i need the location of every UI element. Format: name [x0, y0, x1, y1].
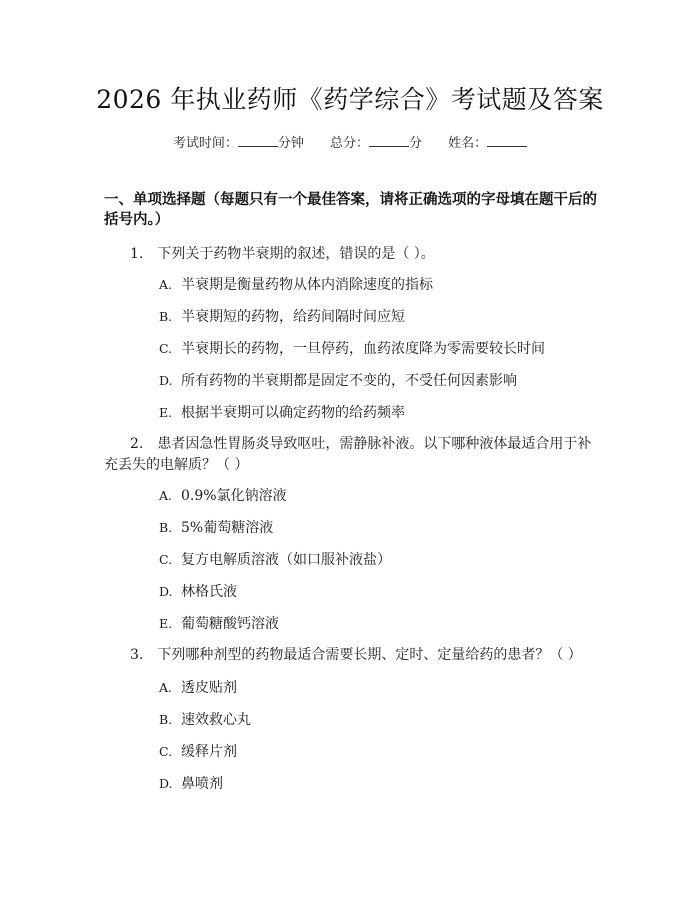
- option-text: 5%葡萄糖溶液: [181, 520, 274, 536]
- option-letter: D.: [159, 776, 173, 791]
- option-3-d: [159, 774, 223, 794]
- option-text: 0.9%氯化钠溶液: [181, 488, 287, 504]
- question-3: [104, 645, 604, 666]
- option-1-a: [159, 275, 433, 295]
- question-text: 下列关于药物半衰期的叙述，错误的是（ ）。: [157, 246, 435, 262]
- option-2-b: [159, 518, 273, 538]
- question-number: 3.: [130, 647, 144, 663]
- option-2-e: [159, 614, 279, 634]
- option-letter: C.: [159, 341, 173, 356]
- option-3-c: [159, 742, 237, 762]
- option-1-c: [159, 339, 545, 359]
- option-text: 半衰期短的药物，给药间隔时间应短: [181, 309, 405, 325]
- option-1-d: [159, 371, 517, 391]
- option-letter: E.: [159, 405, 173, 420]
- exam-time-unit: 分钟: [277, 136, 304, 151]
- option-letter: A.: [159, 277, 173, 292]
- question-number: 2.: [130, 436, 144, 452]
- option-letter: C.: [159, 744, 173, 759]
- option-letter: A.: [159, 680, 173, 695]
- option-text: 林格氏液: [181, 584, 237, 600]
- name-field: [448, 136, 527, 151]
- option-3-b: [159, 710, 251, 730]
- exam-info-line: [0, 132, 700, 151]
- option-2-a: [159, 486, 287, 506]
- question-2: [104, 434, 604, 476]
- option-text: 速效救心丸: [181, 712, 251, 728]
- option-text: 半衰期长的药物，一旦停药，血药浓度降为零需要较长时间: [181, 341, 545, 357]
- question-1: [104, 244, 604, 265]
- option-letter: B.: [159, 309, 173, 324]
- name-blank: [487, 134, 527, 147]
- total-score-field: [330, 136, 426, 151]
- option-1-b: [159, 307, 405, 327]
- question-number: 1.: [130, 246, 144, 262]
- exam-time-field: [173, 136, 308, 151]
- question-text: 患者因急性胃肠炎导致呕吐，需静脉补液。以下哪种液体最适合用于补充丢失的电解质？（ ）: [104, 436, 592, 473]
- option-2-d: [159, 582, 237, 602]
- option-letter: D.: [159, 373, 173, 388]
- option-text: 鼻喷剂: [181, 776, 223, 792]
- exam-time-blank: [238, 134, 278, 147]
- page-title: 2026 年执业药师《药学综合》考试题及答案: [96, 85, 604, 114]
- option-text: 葡萄糖酸钙溶液: [181, 616, 279, 632]
- exam-time-label: 考试时间：: [172, 136, 238, 151]
- option-3-a: [159, 678, 237, 698]
- option-letter: B.: [159, 520, 173, 535]
- option-letter: D.: [159, 584, 173, 599]
- option-text: 所有药物的半衰期都是固定不变的，不受任何因素影响: [181, 373, 517, 389]
- option-letter: C.: [159, 552, 173, 567]
- option-letter: A.: [159, 488, 173, 503]
- option-text: 缓释片剂: [181, 744, 237, 760]
- option-letter: E.: [159, 616, 173, 631]
- section-heading: 一、单项选择题（每题只有一个最佳答案，请将正确选项的字母填在题干后的括号内。）: [104, 192, 597, 228]
- option-text: 半衰期是衡量药物从体内消除速度的指标: [181, 277, 433, 293]
- name-label: 姓名：: [448, 136, 488, 151]
- option-text: 透皮贴剂: [181, 680, 237, 696]
- total-score-unit: 分: [409, 136, 423, 151]
- total-score-label: 总分：: [329, 136, 369, 151]
- option-text: 复方电解质溶液（如口服补液盐）: [181, 552, 391, 568]
- option-1-e: [159, 403, 405, 423]
- question-text: 下列哪种剂型的药物最适合需要长期、定时、定量给药的患者？（ ）: [157, 647, 582, 663]
- option-text: 根据半衰期可以确定药物的给药频率: [181, 405, 405, 421]
- option-letter: B.: [159, 712, 173, 727]
- option-2-c: [159, 550, 391, 570]
- total-score-blank: [369, 134, 409, 147]
